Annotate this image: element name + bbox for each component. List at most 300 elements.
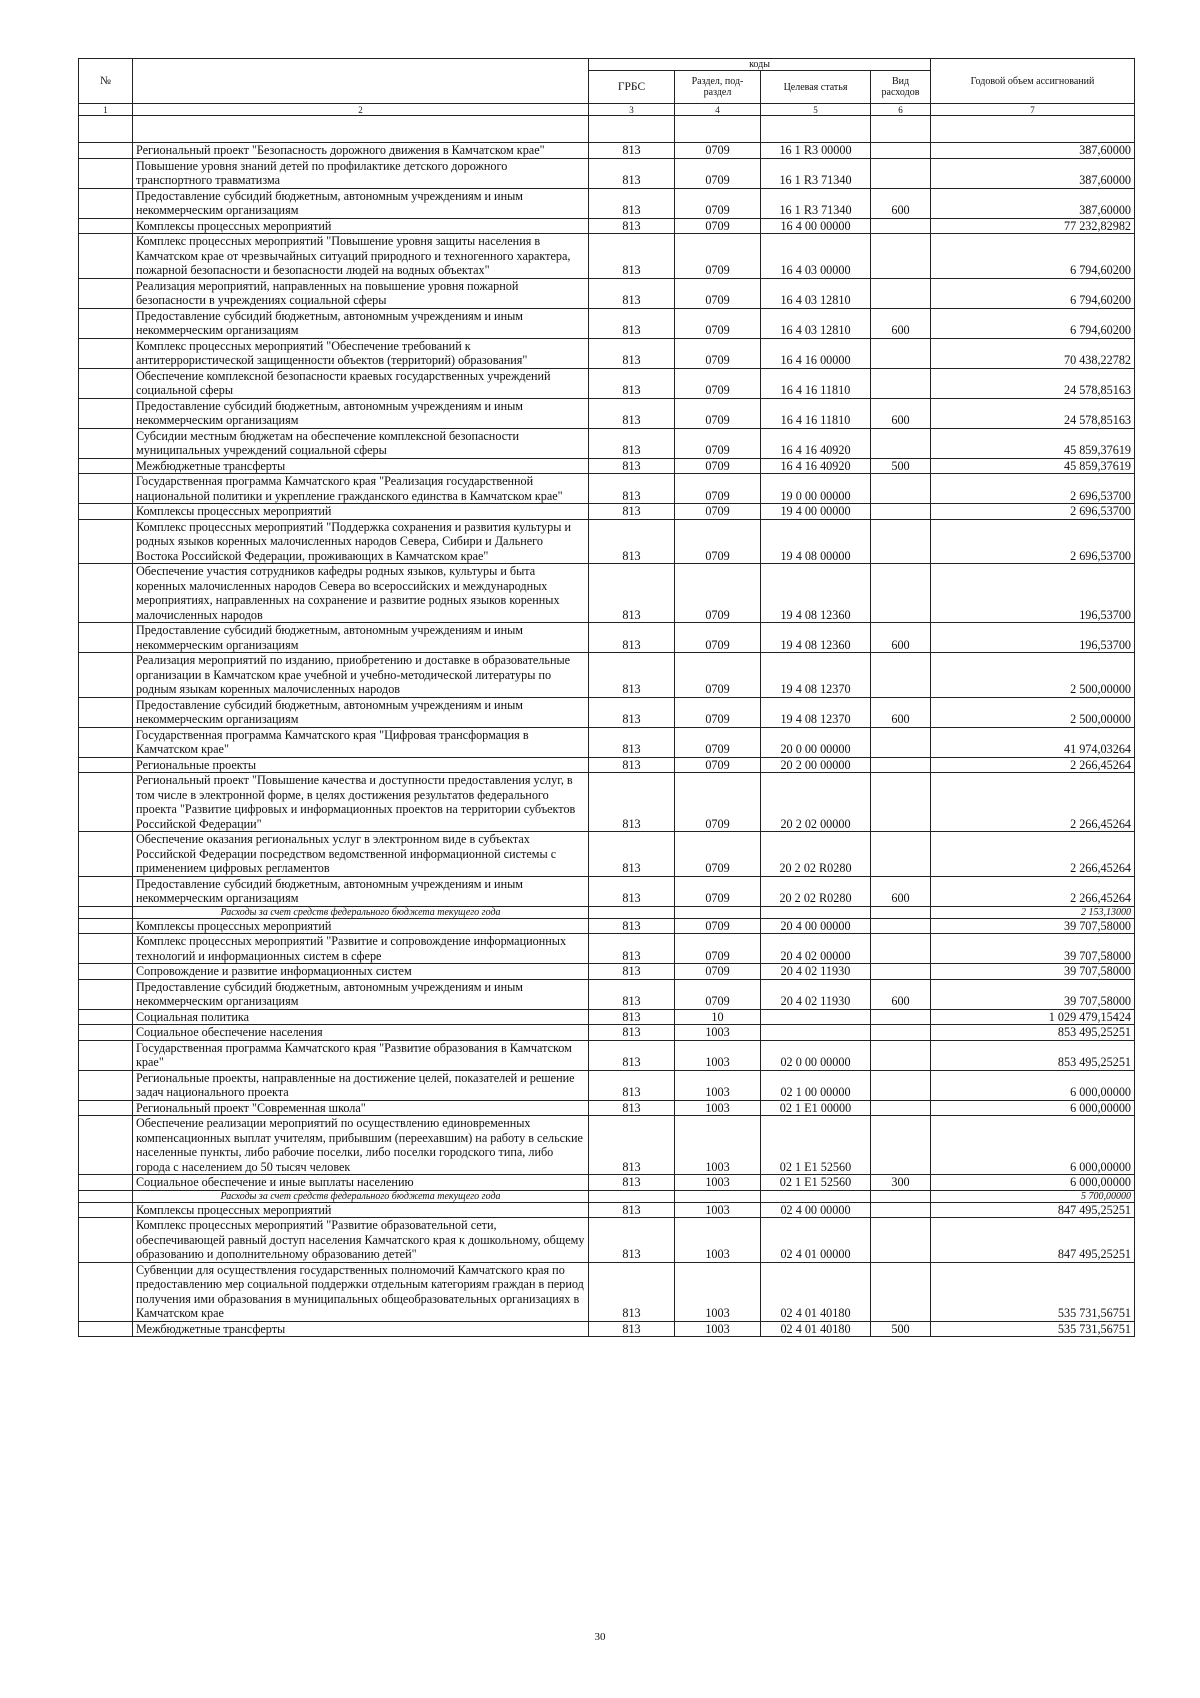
cell-amount: 5 700,00000 (931, 1190, 1135, 1202)
cell-name: Предоставление субсидий бюджетным, автономным учреждениям и иным некоммерческим организациям (133, 308, 589, 338)
cell-name: Реализация мероприятий, направленных на повышение уровня пожарной безопасности в учреждениях социальной сферы (133, 278, 589, 308)
col-grbs-header: ГРБС (589, 71, 675, 104)
table-row (79, 876, 1135, 906)
col-number: 7 (931, 104, 1135, 116)
table-row (79, 308, 1135, 338)
cell-grbs: 813 (589, 398, 675, 428)
cell-grbs: 813 (589, 934, 675, 964)
table-row (79, 1116, 1135, 1175)
cell-amount: 6 794,60200 (931, 278, 1135, 308)
cell-target-article: 16 1 R3 71340 (761, 188, 871, 218)
cell-amount: 2 266,45264 (931, 773, 1135, 832)
cell-amount: 2 266,45264 (931, 876, 1135, 906)
cell-name: Предоставление субсидий бюджетным, автономным учреждениям и иным некоммерческим организациям (133, 697, 589, 727)
cell-razdel: 0709 (675, 876, 761, 906)
col-razdel-header: Раздел, под-раздел (675, 71, 761, 104)
cell-amount: 2 266,45264 (931, 832, 1135, 877)
cell-name: Обеспечение реализации мероприятий по осуществлению единовременных компенсационных выплат учителям, прибывшим (переехавшим) на работу в сельские населенные пункты, либо рабочие поселки, либо поселки городского типа, либо города с населением до 50 тысяч человек (133, 1116, 589, 1175)
table-row (79, 474, 1135, 504)
table-row (79, 278, 1135, 308)
table-row (79, 727, 1135, 757)
cell-grbs: 813 (589, 979, 675, 1009)
cell-razdel: 0709 (675, 964, 761, 980)
cell-target-article: 20 4 00 00000 (761, 918, 871, 934)
cell-name: Социальное обеспечение населения (133, 1025, 589, 1041)
cell-grbs: 813 (589, 1175, 675, 1191)
cell-target-article: 02 4 01 40180 (761, 1262, 871, 1321)
cell-grbs: 813 (589, 1040, 675, 1070)
table-row (79, 1040, 1135, 1070)
col-number: 5 (761, 104, 871, 116)
cell-expense-type (871, 504, 931, 520)
table-row (79, 934, 1135, 964)
cell-razdel: 0709 (675, 234, 761, 279)
cell-expense-type: 500 (871, 1321, 931, 1337)
federal-budget-note-row (79, 1190, 1135, 1202)
codes-header: коды (589, 59, 931, 71)
cell-razdel: 1003 (675, 1202, 761, 1218)
cell-name: Региональные проекты, направленные на достижение целей, показателей и решение задач национального проекта (133, 1070, 589, 1100)
cell-num (79, 773, 133, 832)
cell-amount: 196,53700 (931, 564, 1135, 623)
cell-expense-type (871, 1218, 931, 1263)
cell-grbs: 813 (589, 773, 675, 832)
cell-expense-type (871, 906, 931, 918)
cell-amount: 196,53700 (931, 623, 1135, 653)
cell-grbs: 813 (589, 653, 675, 698)
cell-target-article (761, 1009, 871, 1025)
cell-name: Реализация мероприятий по изданию, приобретению и доставке в образовательные организации в Камчатском крае учебной и учебно-методической литературы по родным языкам коренных малочисленных народов (133, 653, 589, 698)
cell-grbs: 813 (589, 1009, 675, 1025)
cell-expense-type: 600 (871, 979, 931, 1009)
col-cs-header: Целевая статья (761, 71, 871, 104)
cell-name: Обеспечение участия сотрудников кафедры родных языков, культуры и быта коренных малочисленных народов Севера во всероссийских и международных мероприятиях, направленных на сохранение и развитие родных языков коренных малочисленных народов (133, 564, 589, 623)
cell-amount: 39 707,58000 (931, 918, 1135, 934)
cell-grbs: 813 (589, 234, 675, 279)
col-number: 1 (79, 104, 133, 116)
cell-grbs: 813 (589, 697, 675, 727)
cell-razdel: 1003 (675, 1040, 761, 1070)
cell-target-article: 02 1 E1 52560 (761, 1116, 871, 1175)
cell-amount: 387,60000 (931, 143, 1135, 159)
table-row (79, 1218, 1135, 1263)
cell-name: Комплекс процессных мероприятий "Развитие и сопровождение информационных технологий и информационных систем в сфере (133, 934, 589, 964)
cell-expense-type (871, 143, 931, 159)
table-row (79, 964, 1135, 980)
cell-grbs: 813 (589, 832, 675, 877)
cell-grbs: 813 (589, 727, 675, 757)
cell-num (79, 218, 133, 234)
cell-name: Комплекс процессных мероприятий "Поддержка сохранения и развития культуры и родных языков коренных малочисленных народов Севера, Сибири и Дальнего Востока Российской Федерации, проживающих в Камчатском крае" (133, 519, 589, 564)
cell-num (79, 918, 133, 934)
cell-grbs: 813 (589, 757, 675, 773)
cell-grbs: 813 (589, 474, 675, 504)
cell-num (79, 338, 133, 368)
cell-num (79, 653, 133, 698)
cell-expense-type (871, 1116, 931, 1175)
cell-amount: 6 000,00000 (931, 1070, 1135, 1100)
cell-razdel: 0709 (675, 934, 761, 964)
cell-expense-type (871, 773, 931, 832)
cell-amount: 2 500,00000 (931, 697, 1135, 727)
cell-num (79, 964, 133, 980)
cell-name: Региональный проект "Повышение качества и доступности предоставления услуг, в том числе в электронной форме, в целях достижения результатов федерального проекта "Развитие цифровых и информационных проектов на территории субъектов Российской Федерации" (133, 773, 589, 832)
cell-name: Расходы за счет средств федерального бюджета текущего года (133, 1190, 589, 1202)
cell-target-article: 16 4 03 12810 (761, 308, 871, 338)
table-row (79, 1321, 1135, 1337)
table-row (79, 368, 1135, 398)
cell-num (79, 1190, 133, 1202)
cell-grbs: 813 (589, 143, 675, 159)
cell-grbs: 813 (589, 918, 675, 934)
cell-razdel: 0709 (675, 188, 761, 218)
cell-amount: 387,60000 (931, 188, 1135, 218)
cell-expense-type (871, 934, 931, 964)
cell-amount: 6 000,00000 (931, 1100, 1135, 1116)
cell-expense-type: 300 (871, 1175, 931, 1191)
table-row (79, 218, 1135, 234)
cell-target-article: 02 4 01 00000 (761, 1218, 871, 1263)
cell-razdel: 0709 (675, 474, 761, 504)
cell-razdel (675, 1190, 761, 1202)
cell-num (79, 158, 133, 188)
table-row (79, 623, 1135, 653)
cell-grbs: 813 (589, 964, 675, 980)
cell-razdel: 0709 (675, 832, 761, 877)
cell-razdel: 0709 (675, 458, 761, 474)
cell-amount: 6 794,60200 (931, 308, 1135, 338)
budget-table (78, 58, 1135, 1337)
cell-num (79, 1070, 133, 1100)
cell-name: Государственная программа Камчатского края "Цифровая трансформация в Камчатском крае" (133, 727, 589, 757)
table-header (79, 59, 1135, 116)
cell-target-article: 20 2 02 R0280 (761, 832, 871, 877)
cell-target-article: 16 1 R3 00000 (761, 143, 871, 159)
cell-target-article: 16 1 R3 71340 (761, 158, 871, 188)
cell-num (79, 278, 133, 308)
cell-expense-type (871, 918, 931, 934)
cell-expense-type (871, 218, 931, 234)
cell-expense-type (871, 1025, 931, 1041)
cell-num (79, 1040, 133, 1070)
cell-num (79, 368, 133, 398)
cell-grbs: 813 (589, 623, 675, 653)
cell-num (79, 458, 133, 474)
cell-amount: 6 000,00000 (931, 1175, 1135, 1191)
table-row (79, 398, 1135, 428)
cell-name: Предоставление субсидий бюджетным, автономным учреждениям и иным некоммерческим организациям (133, 979, 589, 1009)
cell-num (79, 697, 133, 727)
cell-razdel: 0709 (675, 368, 761, 398)
table-body (79, 116, 1135, 1337)
cell-amount: 6 000,00000 (931, 1116, 1135, 1175)
cell-grbs: 813 (589, 519, 675, 564)
cell-grbs: 813 (589, 458, 675, 474)
cell-name: Комплексы процессных мероприятий (133, 918, 589, 934)
cell-expense-type (871, 1070, 931, 1100)
cell-target-article: 02 0 00 00000 (761, 1040, 871, 1070)
cell-target-article: 20 2 02 R0280 (761, 876, 871, 906)
cell-name: Субвенции для осуществления государственных полномочий Камчатского края по предоставлению мер социальной поддержки отдельным категориям граждан в период получения ими образования в муниципальных общеобразовательных организациях в Камчатском крае (133, 1262, 589, 1321)
table-row (79, 757, 1135, 773)
cell-grbs: 813 (589, 1070, 675, 1100)
cell-target-article: 16 4 03 00000 (761, 234, 871, 279)
cell-grbs: 813 (589, 158, 675, 188)
cell-num (79, 1009, 133, 1025)
col-vr-header: Вид расходов (871, 71, 931, 104)
cell-name: Государственная программа Камчатского края "Развитие образования в Камчатском крае" (133, 1040, 589, 1070)
col-num-header: № (79, 59, 133, 104)
cell-target-article (761, 906, 871, 918)
cell-name: Предоставление субсидий бюджетным, автономным учреждениям и иным некоммерческим организациям (133, 623, 589, 653)
cell-amount: 24 578,85163 (931, 368, 1135, 398)
cell-grbs: 813 (589, 1025, 675, 1041)
cell-amount: 1 029 479,15424 (931, 1009, 1135, 1025)
cell-num (79, 504, 133, 520)
cell-grbs: 813 (589, 1321, 675, 1337)
cell-num (79, 428, 133, 458)
cell-amount: 6 794,60200 (931, 234, 1135, 279)
table-row (79, 1175, 1135, 1191)
cell-amount: 39 707,58000 (931, 934, 1135, 964)
cell-razdel: 0709 (675, 979, 761, 1009)
cell-name: Комплексы процессных мероприятий (133, 1202, 589, 1218)
table-row (79, 158, 1135, 188)
cell-target-article: 02 4 00 00000 (761, 1202, 871, 1218)
cell-grbs: 813 (589, 308, 675, 338)
table-row (79, 564, 1135, 623)
spacer-row (79, 116, 1135, 143)
cell-target-article: 16 4 00 00000 (761, 218, 871, 234)
cell-num (79, 906, 133, 918)
cell-name: Предоставление субсидий бюджетным, автономным учреждениям и иным некоммерческим организациям (133, 876, 589, 906)
cell-amount: 39 707,58000 (931, 964, 1135, 980)
cell-expense-type (871, 564, 931, 623)
cell-name: Региональные проекты (133, 757, 589, 773)
cell-grbs: 813 (589, 1202, 675, 1218)
table-row (79, 1202, 1135, 1218)
cell-expense-type (871, 234, 931, 279)
cell-amount: 2 153,13000 (931, 906, 1135, 918)
col-name-header (133, 59, 589, 104)
table-row (79, 979, 1135, 1009)
cell-razdel: 0709 (675, 398, 761, 428)
cell-expense-type: 600 (871, 398, 931, 428)
cell-grbs: 813 (589, 188, 675, 218)
cell-razdel: 1003 (675, 1218, 761, 1263)
cell-amount: 2 696,53700 (931, 519, 1135, 564)
cell-amount: 39 707,58000 (931, 979, 1135, 1009)
cell-num (79, 234, 133, 279)
cell-grbs: 813 (589, 504, 675, 520)
cell-num (79, 757, 133, 773)
cell-target-article: 20 0 00 00000 (761, 727, 871, 757)
cell-expense-type (871, 368, 931, 398)
cell-expense-type: 600 (871, 623, 931, 653)
cell-razdel: 0709 (675, 697, 761, 727)
cell-amount: 2 266,45264 (931, 757, 1135, 773)
cell-name: Обеспечение комплексной безопасности краевых государственных учреждений социальной сферы (133, 368, 589, 398)
cell-num (79, 934, 133, 964)
cell-target-article: 20 4 02 11930 (761, 964, 871, 980)
cell-razdel: 0709 (675, 564, 761, 623)
cell-expense-type (871, 1190, 931, 1202)
cell-expense-type: 500 (871, 458, 931, 474)
cell-num (79, 1175, 133, 1191)
cell-name: Предоставление субсидий бюджетным, автономным учреждениям и иным некоммерческим организациям (133, 188, 589, 218)
cell-num (79, 1202, 133, 1218)
table-row (79, 234, 1135, 279)
cell-expense-type (871, 1009, 931, 1025)
cell-target-article: 19 4 00 00000 (761, 504, 871, 520)
cell-amount: 24 578,85163 (931, 398, 1135, 428)
cell-num (79, 474, 133, 504)
table-row (79, 832, 1135, 877)
cell-name: Межбюджетные трансферты (133, 1321, 589, 1337)
cell-amount: 45 859,37619 (931, 458, 1135, 474)
cell-razdel: 0709 (675, 918, 761, 934)
cell-name: Субсидии местным бюджетам на обеспечение комплексной безопасности муниципальных учреждений социальной сферы (133, 428, 589, 458)
cell-grbs: 813 (589, 1218, 675, 1263)
cell-name: Комплекс процессных мероприятий "Обеспечение требований к антитеррористической защищенности объектов (территорий) образования" (133, 338, 589, 368)
cell-name: Региональный проект "Безопасность дорожного движения в Камчатском крае" (133, 143, 589, 159)
cell-expense-type (871, 653, 931, 698)
cell-razdel: 0709 (675, 143, 761, 159)
cell-num (79, 1321, 133, 1337)
cell-num (79, 727, 133, 757)
cell-grbs: 813 (589, 278, 675, 308)
cell-amount: 2 696,53700 (931, 504, 1135, 520)
cell-expense-type: 600 (871, 697, 931, 727)
cell-amount: 853 495,25251 (931, 1025, 1135, 1041)
cell-amount: 2 500,00000 (931, 653, 1135, 698)
cell-razdel: 1003 (675, 1100, 761, 1116)
cell-target-article (761, 1190, 871, 1202)
cell-amount: 45 859,37619 (931, 428, 1135, 458)
cell-amount: 70 438,22782 (931, 338, 1135, 368)
cell-expense-type (871, 1100, 931, 1116)
cell-target-article: 16 4 16 11810 (761, 368, 871, 398)
cell-razdel: 0709 (675, 278, 761, 308)
cell-name: Комплекс процессных мероприятий "Повышение уровня защиты населения в Камчатском крае от чрезвычайных ситуаций природного и техногенного характера, пожарной безопасности и безопасности людей на водных объектах" (133, 234, 589, 279)
cell-num (79, 623, 133, 653)
cell-target-article: 02 1 E1 00000 (761, 1100, 871, 1116)
table-row (79, 1070, 1135, 1100)
cell-grbs: 813 (589, 876, 675, 906)
cell-name: Комплекс процессных мероприятий "Развитие образовательной сети, обеспечивающей равный доступ населения Камчатского края к дошкольному, общему образованию и дополнительному образованию детей" (133, 1218, 589, 1263)
cell-target-article: 16 4 16 40920 (761, 458, 871, 474)
cell-num (79, 398, 133, 428)
cell-expense-type (871, 338, 931, 368)
cell-razdel: 0709 (675, 623, 761, 653)
cell-razdel: 0709 (675, 653, 761, 698)
table-row (79, 697, 1135, 727)
cell-num (79, 188, 133, 218)
cell-num (79, 979, 133, 1009)
cell-amount: 847 495,25251 (931, 1202, 1135, 1218)
cell-razdel: 1003 (675, 1070, 761, 1100)
cell-target-article: 16 4 16 40920 (761, 428, 871, 458)
col-number: 6 (871, 104, 931, 116)
cell-num (79, 1218, 133, 1263)
cell-razdel: 0709 (675, 308, 761, 338)
cell-target-article: 02 1 00 00000 (761, 1070, 871, 1100)
cell-target-article: 19 4 08 12370 (761, 697, 871, 727)
table-row (79, 428, 1135, 458)
cell-target-article: 20 2 02 00000 (761, 773, 871, 832)
cell-razdel: 1003 (675, 1116, 761, 1175)
cell-target-article: 20 4 02 11930 (761, 979, 871, 1009)
cell-amount: 847 495,25251 (931, 1218, 1135, 1263)
table-row (79, 519, 1135, 564)
cell-amount: 77 232,82982 (931, 218, 1135, 234)
cell-grbs (589, 906, 675, 918)
table-row (79, 188, 1135, 218)
cell-razdel: 10 (675, 1009, 761, 1025)
cell-name: Государственная программа Камчатского края "Реализация государственной национальной политики и укрепление гражданского единства в Камчатском крае" (133, 474, 589, 504)
cell-name: Повышение уровня знаний детей по профилактике детского дорожного транспортного травматизма (133, 158, 589, 188)
cell-name: Сопровождение и развитие информационных систем (133, 964, 589, 980)
cell-target-article: 16 4 16 00000 (761, 338, 871, 368)
cell-target-article: 16 4 16 11810 (761, 398, 871, 428)
cell-num (79, 1100, 133, 1116)
cell-name: Предоставление субсидий бюджетным, автономным учреждениям и иным некоммерческим организациям (133, 398, 589, 428)
table-row (79, 918, 1135, 934)
cell-target-article: 16 4 03 12810 (761, 278, 871, 308)
cell-grbs: 813 (589, 1100, 675, 1116)
cell-razdel (675, 906, 761, 918)
table-row (79, 653, 1135, 698)
cell-razdel: 1003 (675, 1175, 761, 1191)
cell-expense-type (871, 474, 931, 504)
cell-razdel: 0709 (675, 218, 761, 234)
cell-expense-type (871, 428, 931, 458)
cell-name: Обеспечение оказания региональных услуг в электронном виде в субъектах Российской Федерации посредством ведомственной информационной системы с применением цифровых регламентов (133, 832, 589, 877)
cell-grbs (589, 1190, 675, 1202)
col-number: 4 (675, 104, 761, 116)
cell-num (79, 564, 133, 623)
cell-target-article: 19 4 08 12360 (761, 564, 871, 623)
cell-expense-type (871, 832, 931, 877)
cell-razdel: 0709 (675, 773, 761, 832)
cell-expense-type (871, 158, 931, 188)
col-number: 2 (133, 104, 589, 116)
cell-amount: 535 731,56751 (931, 1321, 1135, 1337)
cell-razdel: 1003 (675, 1262, 761, 1321)
cell-expense-type (871, 278, 931, 308)
column-numbers-row (79, 104, 1135, 116)
cell-name: Социальное обеспечение и иные выплаты населению (133, 1175, 589, 1191)
col-sum-header: Годовой объем ассигнований (931, 59, 1135, 104)
budget-sheet (78, 58, 1134, 1337)
cell-razdel: 0709 (675, 519, 761, 564)
table-row (79, 458, 1135, 474)
cell-amount: 853 495,25251 (931, 1040, 1135, 1070)
cell-grbs: 813 (589, 1262, 675, 1321)
cell-target-article: 19 4 08 00000 (761, 519, 871, 564)
cell-num (79, 143, 133, 159)
cell-amount: 2 696,53700 (931, 474, 1135, 504)
cell-expense-type (871, 727, 931, 757)
cell-amount: 387,60000 (931, 158, 1135, 188)
cell-num (79, 519, 133, 564)
cell-razdel: 0709 (675, 158, 761, 188)
table-row (79, 773, 1135, 832)
cell-num (79, 1025, 133, 1041)
cell-expense-type (871, 1040, 931, 1070)
cell-razdel: 1003 (675, 1025, 761, 1041)
table-row (79, 338, 1135, 368)
